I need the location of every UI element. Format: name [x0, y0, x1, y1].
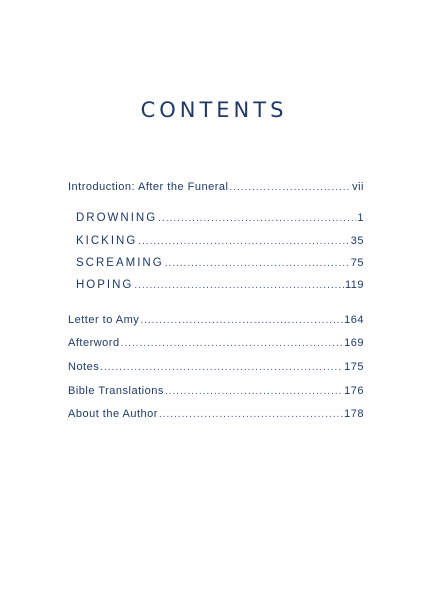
dot-leader: [100, 362, 343, 373]
toc-part-label: DROWNING: [76, 212, 158, 224]
toc-part-label: SCREAMING: [76, 257, 164, 269]
toc-entry-label: Afterword: [68, 337, 120, 349]
toc-entry-page: 169: [344, 337, 364, 349]
toc-entry-label: Introduction: After the Funeral: [68, 181, 229, 193]
toc-entry-page: 176: [344, 385, 364, 397]
toc-part-entry: [76, 257, 364, 269]
toc-entry-page: 175: [344, 361, 364, 373]
toc-entry: [68, 385, 364, 397]
toc-part-entry: [76, 279, 364, 291]
dot-leader: [165, 386, 343, 397]
dot-leader: [159, 409, 343, 420]
dot-leader: [121, 338, 344, 349]
toc-entry: [68, 314, 364, 326]
toc-entry-label: Bible Translations: [68, 385, 164, 397]
toc-entry-page: vii: [352, 181, 364, 193]
dot-leader: [140, 315, 343, 326]
contents-title: CONTENTS: [140, 98, 288, 122]
toc-part-entry: [76, 212, 364, 224]
toc-entry-page: 35: [350, 235, 364, 247]
dot-leader: [138, 236, 349, 247]
toc-entry-page: 75: [350, 257, 364, 269]
toc-entry: [68, 181, 364, 193]
toc-entry-page: 164: [344, 314, 364, 326]
dot-leader: [229, 182, 351, 193]
toc-entry-page: 1: [357, 212, 364, 224]
toc-part-label: HOPING: [76, 279, 134, 291]
dot-leader: [158, 213, 356, 224]
toc-entry-page: 119: [344, 279, 364, 291]
toc-entry: [68, 337, 364, 349]
toc-entry-label: Letter to Amy: [68, 314, 140, 326]
dot-leader: [165, 258, 350, 269]
toc-entry-label: Notes: [68, 361, 100, 373]
dot-leader: [134, 280, 344, 291]
toc-part-label: KICKING: [76, 235, 138, 247]
toc-entry: [68, 408, 364, 420]
toc-part-entry: [76, 235, 364, 247]
toc-entry-label: About the Author: [68, 408, 158, 420]
toc-entry-page: 178: [344, 408, 364, 420]
toc-entry: [68, 361, 364, 373]
